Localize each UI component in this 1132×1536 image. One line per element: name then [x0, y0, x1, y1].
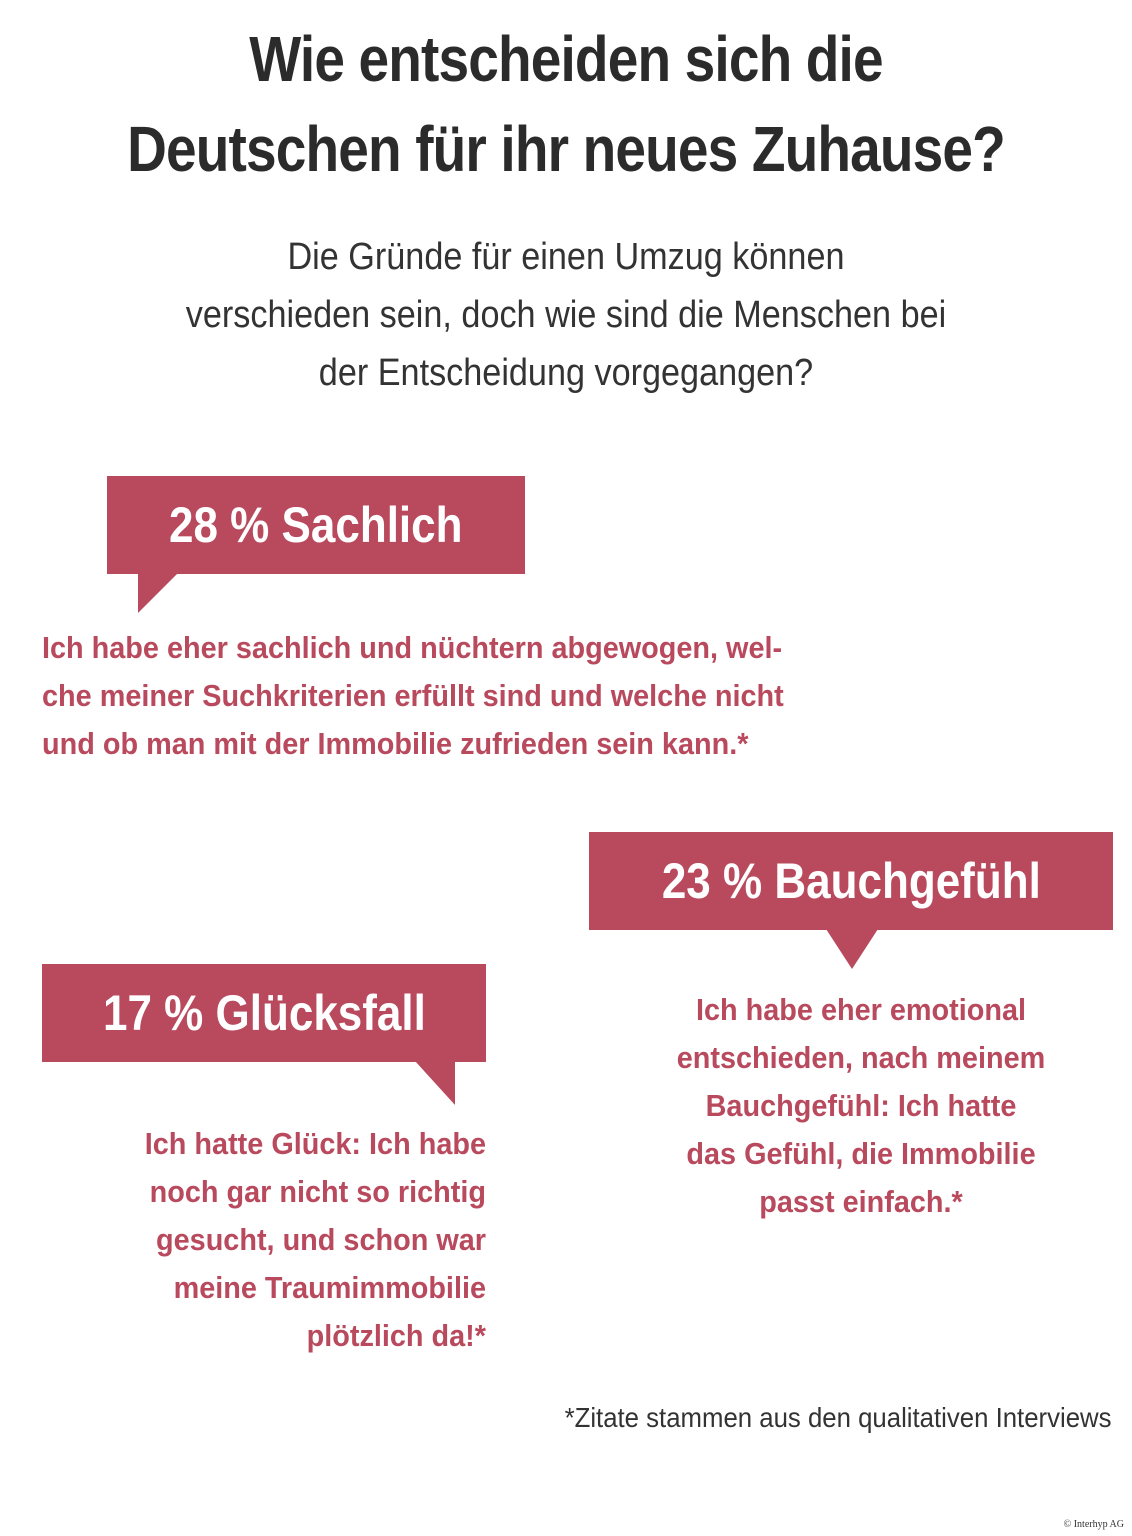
- title-line-1: Wie entscheiden sich die: [249, 23, 883, 95]
- gluecksfall-quote-line: Ich hatte Glück: Ich habe: [144, 1126, 486, 1161]
- bauchgefuehl-quote-line: passt einfach.*: [759, 1184, 963, 1219]
- gluecksfall-quote-line: gesucht, und schon war: [156, 1222, 487, 1257]
- subtitle-line-3: der Entscheidung vorgegangen?: [318, 352, 814, 394]
- sachlich-label: 28 % Sachlich: [169, 497, 463, 553]
- bauchgefuehl-quote: [624, 986, 1098, 1226]
- gluecksfall-quote-line: noch gar nicht so richtig: [149, 1174, 486, 1209]
- gluecksfall-quote-line: plötzlich da!*: [306, 1318, 486, 1353]
- bauchgefuehl-quote-line: Bauchgefühl: Ich hatte: [705, 1088, 1017, 1123]
- sachlich-label-bubble: [107, 476, 525, 574]
- gluecksfall-quote: [71, 1120, 486, 1360]
- sachlich-quote: [42, 624, 784, 768]
- bauchgefuehl-quote-line: Ich habe eher emotional: [695, 992, 1027, 1027]
- page-subtitle: [57, 228, 1076, 402]
- bauchgefuehl-label-bubble: [589, 832, 1113, 930]
- gluecksfall-label: 17 % Glücksfall: [102, 985, 426, 1041]
- bauchgefuehl-quote-line: entschieden, nach meinem: [676, 1040, 1046, 1075]
- sachlich-bubble-tail: [138, 573, 218, 613]
- title-line-2: Deutschen für ihr neues Zuhause?: [127, 113, 1005, 185]
- gluecksfall-quote-line: meine Traumimmobilie: [173, 1270, 486, 1305]
- sachlich-quote-line: che meiner Suchkriterien erfüllt sind und welche nicht: [42, 678, 784, 713]
- sachlich-quote-line: und ob man mit der Immobilie zufrieden sein kann.*: [42, 726, 749, 761]
- gluecksfall-label-bubble: [42, 964, 486, 1062]
- subtitle-line-1: Die Gründe für einen Umzug können: [287, 236, 845, 278]
- footnote: *Zitate stammen aus den qualitativen Interviews: [565, 1402, 1112, 1433]
- bauchgefuehl-bubble-tail: [826, 929, 878, 969]
- bauchgefuehl-label: 23 % Bauchgefühl: [661, 853, 1041, 909]
- subtitle-line-2: verschieden sein, doch wie sind die Menschen bei: [185, 294, 947, 336]
- gluecksfall-bubble-tail: [415, 1061, 455, 1105]
- page-title: [79, 14, 1053, 194]
- copyright-notice: © Interhyp AG: [1063, 1519, 1124, 1530]
- bauchgefuehl-quote-line: das Gefühl, die Immobilie: [686, 1136, 1036, 1171]
- sachlich-quote-line: Ich habe eher sachlich und nüchtern abgewogen, wel-: [42, 630, 783, 665]
